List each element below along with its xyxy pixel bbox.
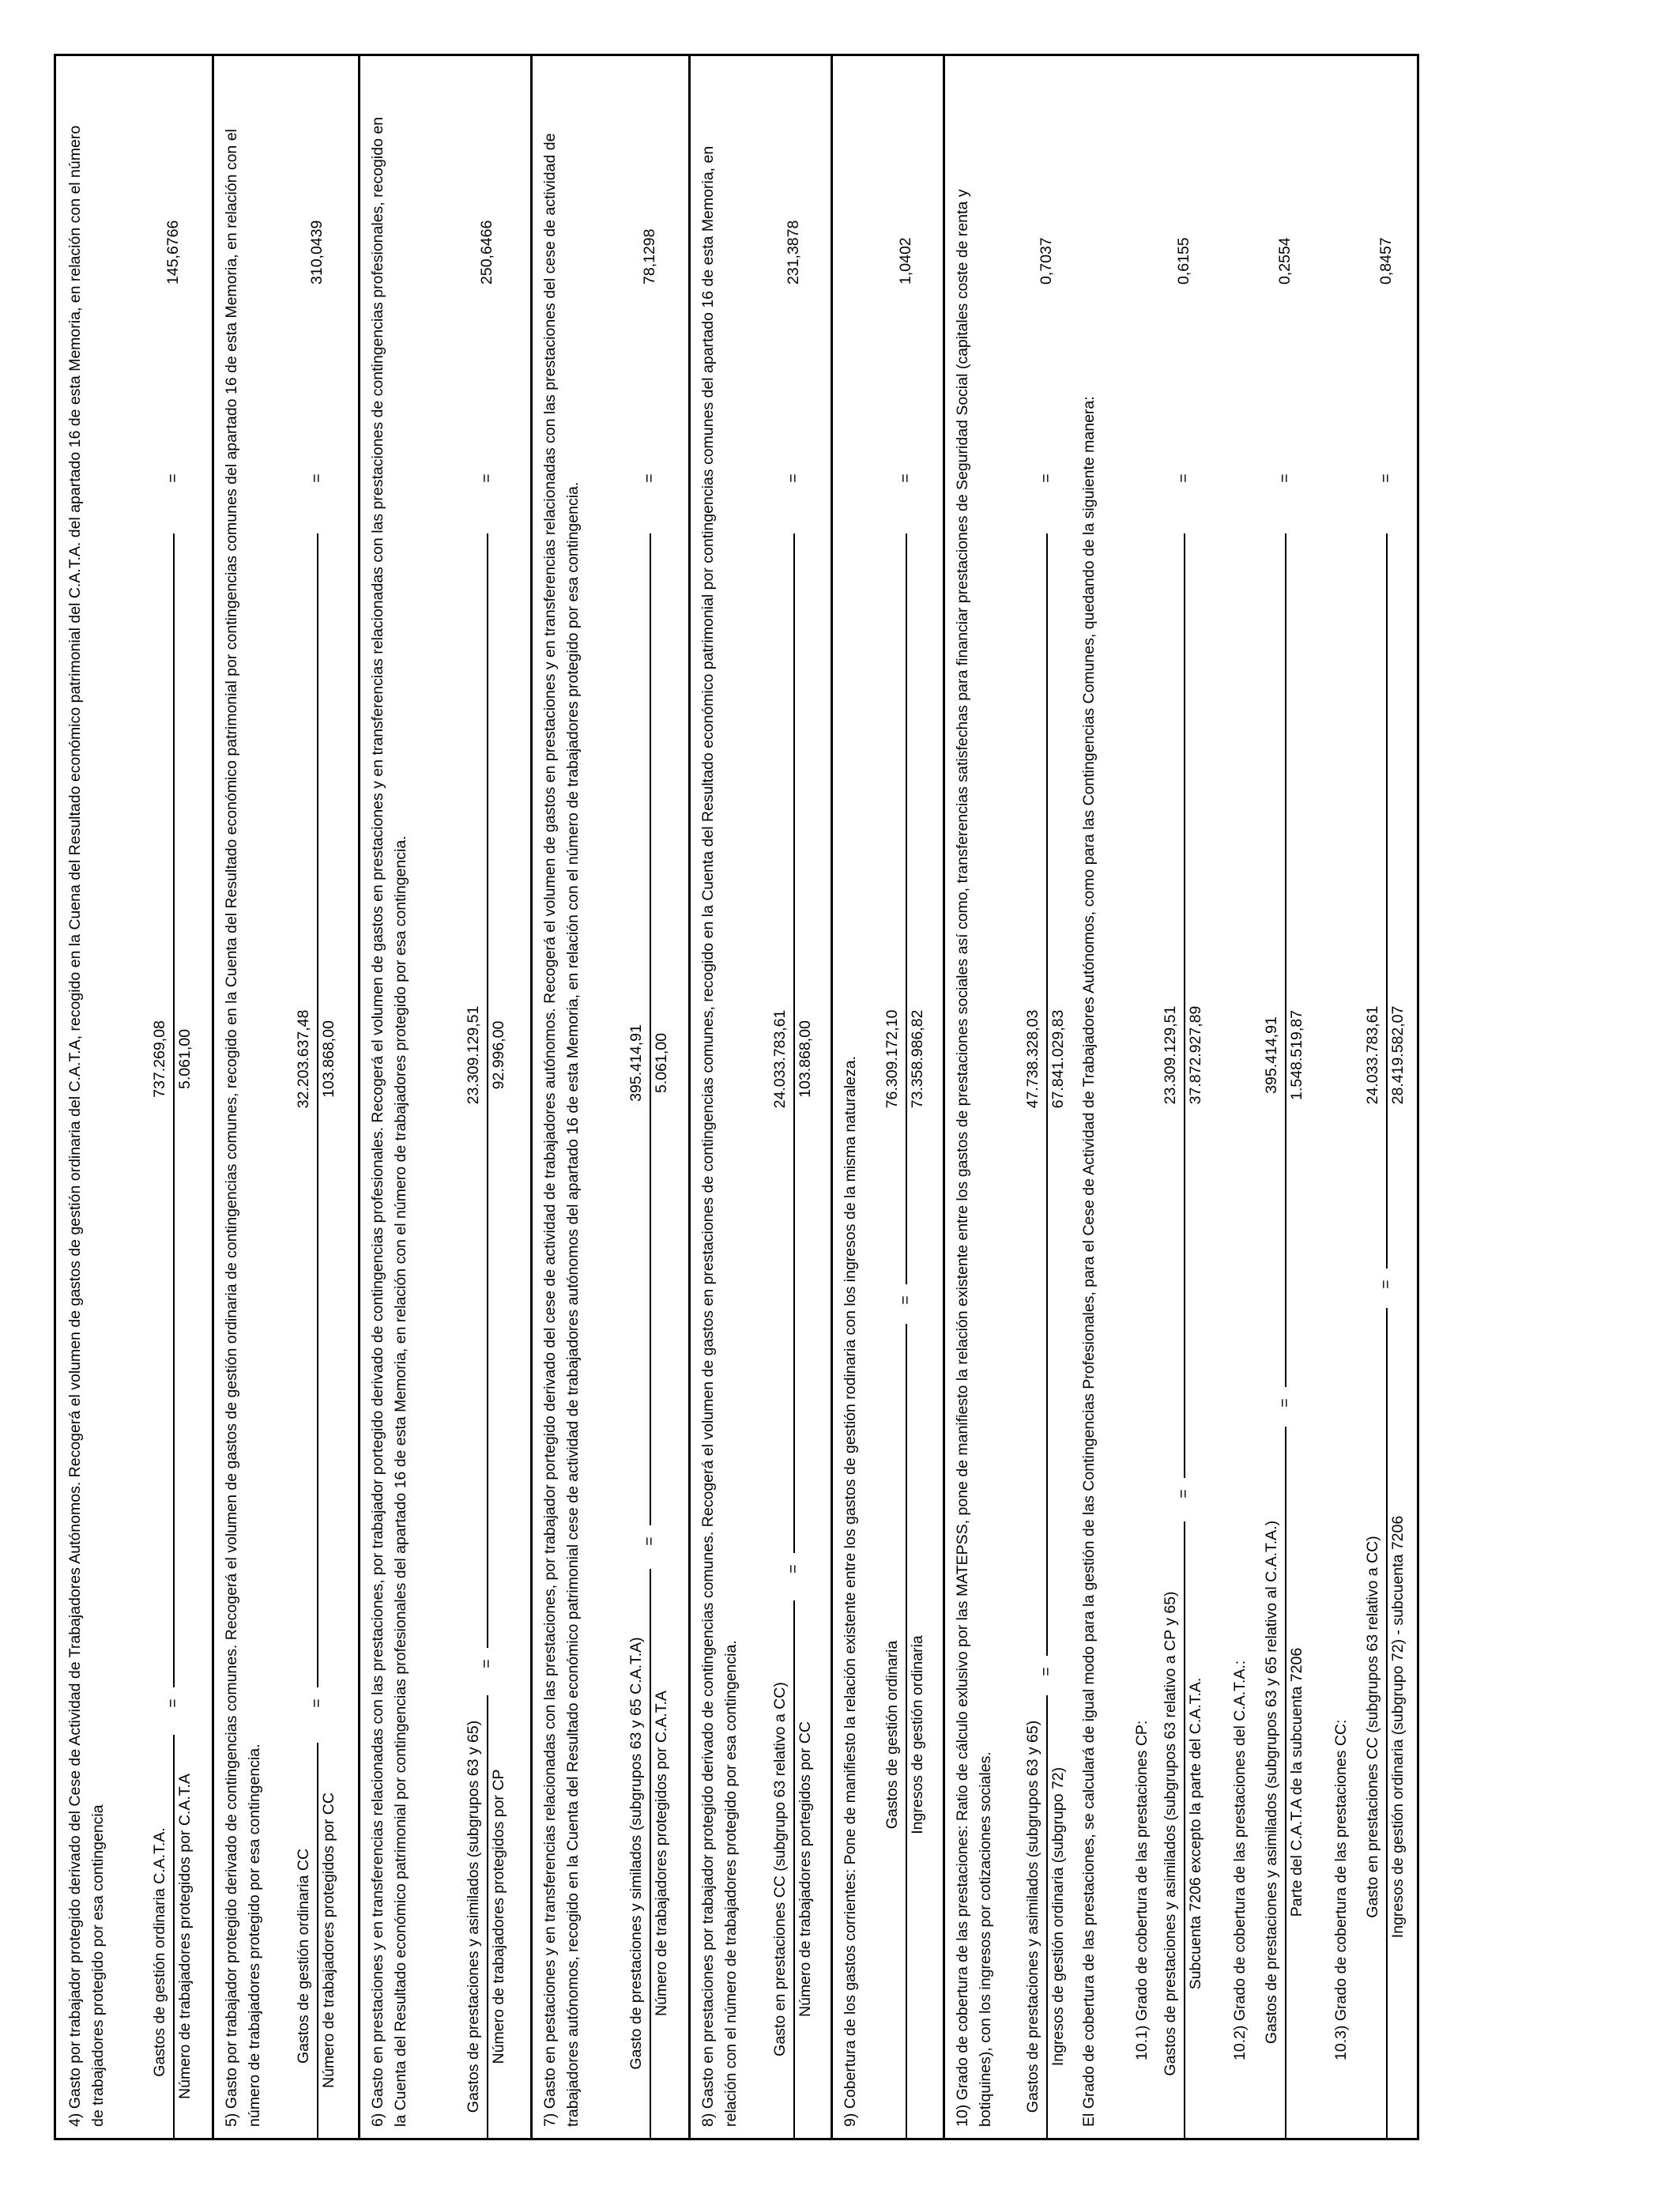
equals-sign: = <box>308 473 326 483</box>
section-10-1-numerator: Gastos de prestaciones y asimilados (subgrupos 63 relativo a CP y 65) <box>1162 1591 1179 2076</box>
equals-sign: = <box>1276 1398 1294 1408</box>
section-10-3-heading: 10.3) Grado de cobertura de las prestaciones CC: <box>1332 1719 1350 2060</box>
section-5 <box>212 54 358 2140</box>
section-7-numerator: Gasto de prestaciones y similados (subgrupos 63 y 65 C.A.T.A) <box>627 1637 645 2070</box>
section-5-result: 310,0439 <box>308 220 326 285</box>
section-10-numerator: Gastos de prestaciones y asimilados (subgrupos 63 y 65) <box>1024 1720 1042 2113</box>
section-9-text: 9) Cobertura de los gastos corrientes: Pone de manifiesto la relación existente entre los gastos de gestión rodinaria con los ingresos de la misma naturaleza. <box>842 1056 859 2127</box>
section-10-2-heading: 10.2) Grado de cobertura de las prestaciones del C.A.T.A.: <box>1231 1660 1249 2060</box>
section-5-denominator-value: 103.868,00 <box>320 1020 337 1098</box>
section-10-3-denominator: Ingresos de gestión ordinaria (subgrupo 72) - subcuenta 7206 <box>1389 1515 1407 1939</box>
section-8-text: 8) Gasto en prestaciones por trabajador protegido derivado de contingencias comunes. Recogerá el volumen de gastos en prestaciones de contingencias comunes, recogido en la Cuenta del Resultado económico patrimonial por contingencias comunes del apartado 16 de esta Memoria, en relación con el número de trabajadores protegido por esa contingencia. <box>699 145 740 2127</box>
section-7 <box>530 54 688 2140</box>
section-4-denominator-value: 5.061,00 <box>176 1029 194 1089</box>
value-line <box>1285 533 1286 1387</box>
value-line <box>906 533 907 1284</box>
section-10-2-denominator: Parte del C.A.T.A de la subcuenta 7206 <box>1288 1647 1305 1917</box>
section-10-denominator-value: 67.841.029,83 <box>1049 1009 1067 1109</box>
section-7-denominator: Número de trabajadores protegidos por C.A.T.A <box>653 1691 670 2016</box>
section-7-numerator-value: 395.414,91 <box>627 1024 645 1102</box>
section-10-result: 0,7037 <box>1038 237 1055 285</box>
equals-sign: = <box>897 473 914 483</box>
section-9-numerator-value: 76.309.172,10 <box>883 1009 901 1109</box>
section-8-numerator: Gasto en prestaciones CC (subgrupo 63 relativo a CC) <box>771 1682 789 2056</box>
equals-sign: = <box>478 1659 495 1668</box>
section-7-denominator-value: 5.061,00 <box>653 1033 670 1093</box>
section-10-1-numerator-value: 23.309.129,51 <box>1162 1005 1179 1105</box>
section-10-numerator-value: 47.738.328,03 <box>1024 1009 1042 1109</box>
section-5-numerator-value: 32.203.637,48 <box>295 1009 312 1109</box>
section-6 <box>358 54 530 2140</box>
section-6-denominator-value: 92.996,00 <box>490 1020 507 1090</box>
equals-sign: = <box>1175 473 1192 483</box>
section-10-text: 10) Grado de cobertura de las prestaciones: Ratio de cálculo exlusivo por las MATEPSS, pone de manifiesto la relación existente entre los gastos de prestaciones sociales así como, transferencias satisfechas para financiar prestaciones de Seguridad Social (capitales coste de renta y botiquines), con los ingresos por cotizaciones sociales. <box>954 189 994 2127</box>
section-5-text: 5) Gasto por trabajador protegido derivado de contingencias comunes. Recogerá el volumen de gastos de gestión ordinaria de contingencias comunes, recogido en la Cuenta del Resultado económico patrimonial por contingencias comunes del apartado 16 de esta Memoria, en relación con el número de trabajadores protegido por esa contingencia. <box>223 129 263 2127</box>
equals-sign: = <box>1038 473 1055 483</box>
section-9-denominator-value: 73.358.986,82 <box>909 1009 926 1109</box>
equals-sign: = <box>164 1698 182 1708</box>
value-line <box>1386 533 1388 1269</box>
equals-sign: = <box>785 1564 802 1574</box>
section-6-text: 6) Gasto en prestaciones y en transferencias relacionadas con las prestaciones, por trabajador portegido derivado de contingencias profesionales. Recogerá el volumen de gastos en prestaciones y en transferencias relacionadas con las prestaciones de contingencias profesionales, recogido en la Cuenta del Resultado económico patrimonial por contingencias profesionales del apartado 16 de esta Memoria, en relación con el número de trabajadores protegido por esa contingencia. <box>369 116 409 2127</box>
section-9-numerator: Gastos de gestión ordinaria <box>883 1640 901 1830</box>
section-10-denominator: Ingresos de gestión ordinaria (subgrupo 72) <box>1049 1766 1067 2067</box>
section-4-text: 4) Gasto por trabajador protegido derivado del Cese de Actividad de Trabajadores Autónomos. Recogerá el volumen de gastos de gestión ordinaria del C.A.T.A, recogido en la Cuena del Resultado económico patrimonial del C.A.T.A. del apartado 16 de esta Memoria, en relación con el número de trabajadores protegido por esa contingencia <box>66 125 107 2127</box>
equals-sign: = <box>308 1698 326 1708</box>
section-10-3-denominator-value: 28.419.582,07 <box>1389 1005 1407 1105</box>
section-10-1-heading: 10.1) Grado de cobertura de las prestaciones CP: <box>1133 1720 1151 2060</box>
equals-sign: = <box>164 473 182 483</box>
section-8 <box>688 54 831 2140</box>
section-4-numerator-value: 737.269,08 <box>151 1020 168 1098</box>
equals-sign: = <box>1175 1489 1192 1498</box>
section-7-result: 78,1298 <box>641 228 658 285</box>
equals-sign: = <box>1038 1667 1055 1676</box>
section-10-note: El Grado de cobertura de las prestaciones, se calculará de igual modo para la gestión de las Contingencias Profesionales, para el Cese de Actividad de Trabajadores Autónomos, como para las Contingencias Comunes, quedando de la siguiente manera: <box>1080 396 1098 2127</box>
equals-sign: = <box>1377 1280 1395 1289</box>
section-10-1-denominator: Subcuenta 7206 excepto la parte del C.A.T.A. <box>1187 1677 1204 1990</box>
section-4 <box>54 54 212 2140</box>
section-8-result: 231,3878 <box>785 220 802 285</box>
section-6-numerator: Gastos de prestaciones y asimilados (subgrupos 63 y 65) <box>465 1720 482 2113</box>
equals-sign: = <box>785 473 802 483</box>
section-9-result: 1,0402 <box>897 237 914 285</box>
section-10-2-denominator-value: 1.548.519,87 <box>1288 1010 1305 1100</box>
section-10-1-denominator-value: 37.872.927,89 <box>1187 1005 1204 1105</box>
section-10 <box>943 54 1419 2140</box>
section-10-1-result: 0,6155 <box>1175 237 1192 285</box>
section-10-2-numerator-value: 395.414,91 <box>1263 1016 1280 1094</box>
section-10-3-numerator: Gasto en prestaciones CC (subgrupos 63 relativo a CC) <box>1364 1536 1381 1918</box>
section-5-numerator: Gastos de gestión ordinaria CC <box>295 1848 312 2064</box>
section-4-denominator: Número de trabajadores protegidos por C.A.T.A <box>176 1774 194 2099</box>
section-5-denominator: Número de trabajadores protegidos por CC <box>320 1793 337 2088</box>
section-4-numerator: Gastos de gestión ordinaria C.A.T.A. <box>151 1827 168 2077</box>
section-4-result: 145,6766 <box>164 220 182 285</box>
section-8-denominator-value: 103.868,00 <box>797 1020 814 1098</box>
section-6-numerator-value: 23.309.129,51 <box>465 1005 482 1105</box>
section-9-denominator: Ingresos de gestión ordinaria <box>909 1635 926 1834</box>
section-7-text: 7) Gasto en pestaciones y en transferencias relacionadas con las prestaciones, por trabajador portegido derivado del cese de actividad de trabajadores autónomos. Recogerá el volumen de gastos en prestaciones y en transferencias relacionadas con las prestaciones del cese de actividad de trabajadores autónomos, recogido en la Cuenta del Resultado económico patrimonial cese de actividad de trabajadores autónomos del apartado 16 de esta Memoria, en relación con el número de trabajadores protegido por esa contingencia. <box>541 133 582 2127</box>
section-10-2-result: 0,2554 <box>1276 237 1294 285</box>
rotated-content <box>54 54 1419 2140</box>
section-10-3-result: 0,8457 <box>1377 237 1395 285</box>
equals-sign: = <box>1377 473 1395 483</box>
section-10-2-numerator: Gastos de prestaciones y asimilados (subgrupos 63 y 65 relativo al C.A.T.A.) <box>1263 1520 1280 2045</box>
equals-sign: = <box>641 473 658 483</box>
equals-sign: = <box>478 473 495 483</box>
section-6-denominator: Número de trabajadores protegidos por CP <box>490 1769 507 2064</box>
section-8-denominator: Número de trabajadores portegidos por CC <box>797 1721 814 2017</box>
section-8-numerator-value: 24.033.783,61 <box>771 1009 789 1109</box>
equals-sign: = <box>1276 473 1294 483</box>
equals-sign: = <box>641 1536 658 1546</box>
equals-sign: = <box>897 1295 914 1305</box>
section-6-result: 250,6466 <box>478 220 495 285</box>
section-10-3-numerator-value: 24.033.783,61 <box>1364 1005 1381 1105</box>
section-9 <box>831 54 943 2140</box>
